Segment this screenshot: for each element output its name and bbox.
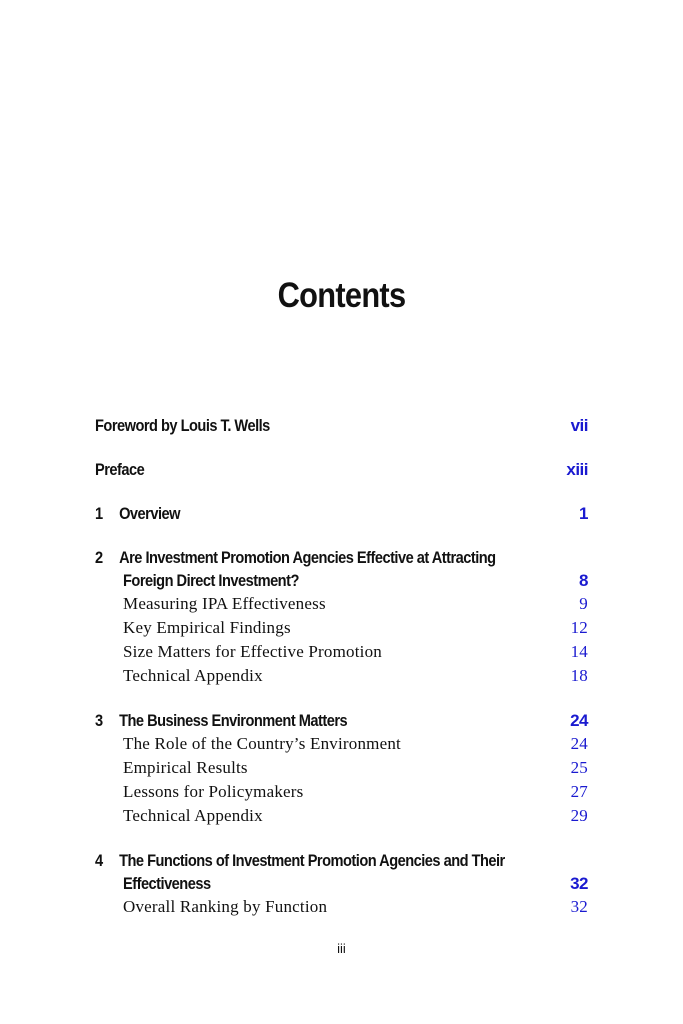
toc-entry-label: Preface xyxy=(95,460,145,479)
toc-entry-label: The Business Environment Matters xyxy=(119,711,348,730)
toc-page-link[interactable]: 32 xyxy=(570,874,588,893)
toc-entry-label: Overview xyxy=(119,504,180,523)
toc-subentry-label: Lessons for Policymakers xyxy=(123,782,304,801)
toc-page-link[interactable]: 18 xyxy=(570,666,588,685)
chapter-number: 2 xyxy=(95,548,103,567)
toc-subentry[interactable] xyxy=(95,616,588,640)
toc-page-link[interactable]: 24 xyxy=(570,734,588,753)
toc-entry-chapter-1[interactable] xyxy=(95,502,588,525)
toc-subentry-label: Key Empirical Findings xyxy=(123,618,291,637)
toc-subentry-label: Overall Ranking by Function xyxy=(123,897,328,916)
toc-subentry[interactable] xyxy=(95,732,588,756)
toc-subentry[interactable] xyxy=(95,592,588,616)
page-number: iii xyxy=(337,941,346,956)
toc-page-link[interactable]: 24 xyxy=(570,711,588,730)
toc-subentry[interactable] xyxy=(95,804,588,828)
toc-page-link[interactable]: 8 xyxy=(579,571,588,590)
toc-subentry-label: The Role of the Country’s Environment xyxy=(123,734,401,753)
toc-subentry-label: Empirical Results xyxy=(123,758,248,777)
toc-entry-chapter-2[interactable] xyxy=(95,546,588,688)
toc-entry-chapter-3[interactable] xyxy=(95,709,588,828)
toc-subentry[interactable] xyxy=(95,640,588,664)
toc-entry-preface[interactable] xyxy=(95,458,588,481)
toc-subentry-label: Measuring IPA Effectiveness xyxy=(123,594,326,613)
toc-page-link[interactable]: 14 xyxy=(570,642,588,661)
toc-subentry[interactable] xyxy=(95,895,588,919)
toc-entry-foreword[interactable] xyxy=(95,414,588,437)
toc-entry-label: Are Investment Promotion Agencies Effective at Attracting xyxy=(119,548,496,567)
toc-page-link[interactable]: vii xyxy=(570,416,588,435)
toc-page-link[interactable]: 29 xyxy=(570,806,588,825)
toc-page-link[interactable]: 32 xyxy=(570,897,588,916)
toc-subentry-label: Technical Appendix xyxy=(123,666,263,685)
toc-entry-label-continued: Effectiveness xyxy=(123,874,211,893)
page-title: Contents xyxy=(277,276,406,315)
toc-subentry[interactable] xyxy=(95,780,588,804)
chapter-number: 1 xyxy=(95,504,103,523)
toc-page-link[interactable]: 27 xyxy=(570,782,588,801)
toc-page-link[interactable]: 25 xyxy=(570,758,588,777)
toc-entry-label-continued: Foreign Direct Investment? xyxy=(123,571,299,590)
toc-page-link[interactable]: 9 xyxy=(579,594,588,613)
toc-subentry-label: Technical Appendix xyxy=(123,806,263,825)
toc-subentry[interactable] xyxy=(95,756,588,780)
chapter-number: 4 xyxy=(95,851,103,870)
chapter-number: 3 xyxy=(95,711,103,730)
table-of-contents xyxy=(95,414,588,919)
toc-entry-label: The Functions of Investment Promotion Agencies and Their xyxy=(119,851,505,870)
toc-page-link[interactable]: 1 xyxy=(579,504,588,523)
toc-subentry-label: Size Matters for Effective Promotion xyxy=(123,642,382,661)
toc-entry-label: Foreword by Louis T. Wells xyxy=(95,416,270,435)
toc-page-link[interactable]: xiii xyxy=(566,460,588,479)
toc-page-link[interactable]: 12 xyxy=(570,618,588,637)
toc-subentry[interactable] xyxy=(95,664,588,688)
toc-entry-chapter-4[interactable] xyxy=(95,849,588,919)
